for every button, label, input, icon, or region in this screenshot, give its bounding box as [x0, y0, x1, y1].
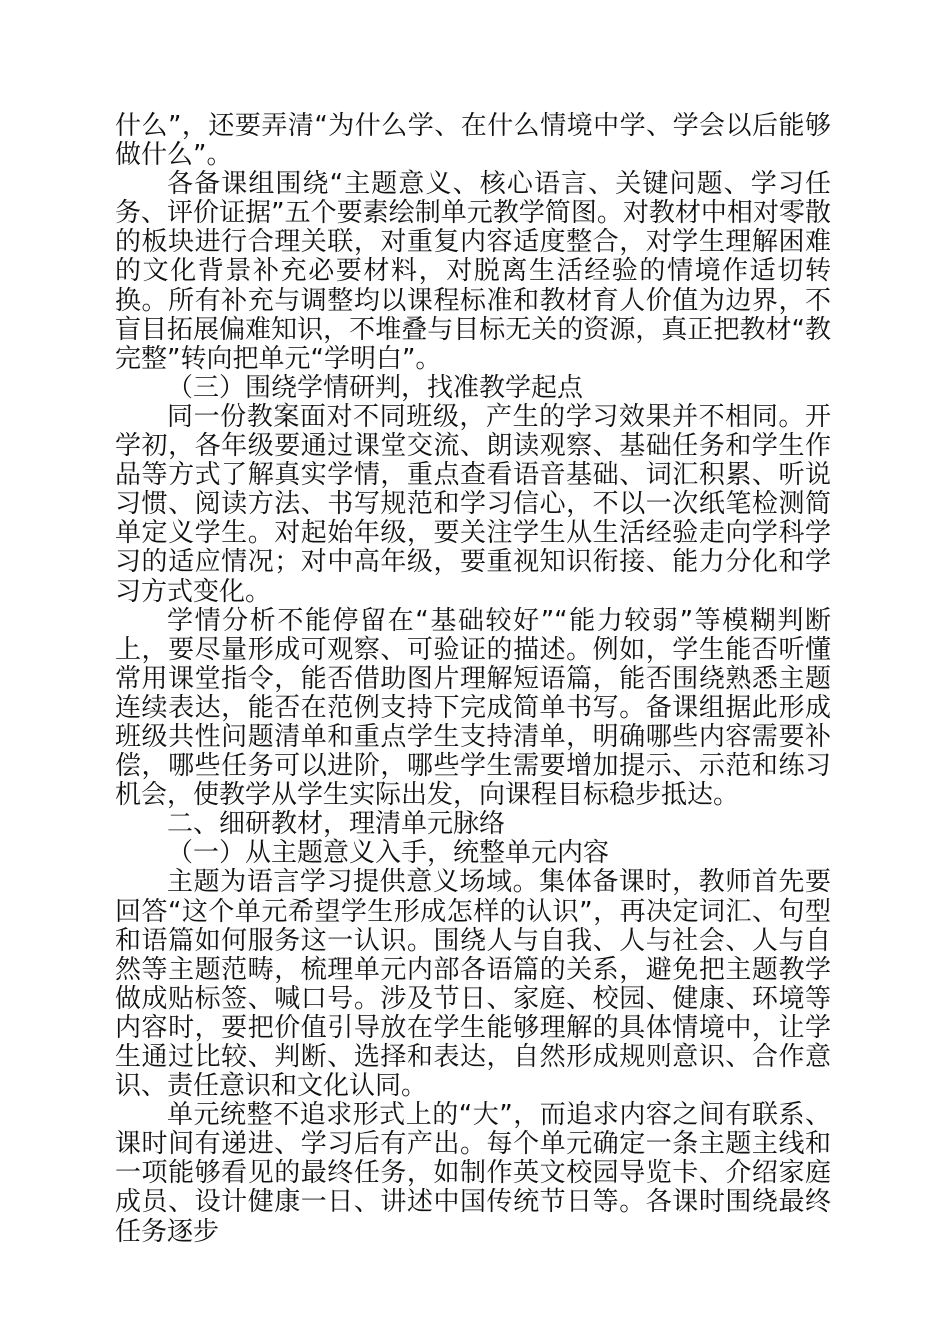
chapter-heading-2: 二、细研教材，理清单元脉络 [167, 809, 506, 840]
paragraph-8: 主题为语言学习提供意义场域。集体备课时，教师首先要回答“这个单元希望学生形成怎样的认识”，再决定词汇、句型和语篇如何服务这一认识。围绕人与自我、人与社会、人与自然等主题范畴，梳理单元内部各语篇的关系，避免把主题教学做成贴标签、喊口号。涉及节日、家庭、校园、健康、环境等内容时，要把价值引导放在学生能够理解的具体情境中，让学生通过比较、判断、选择和表达，自然形成规则意识、合作意识、责任意识和文化认同。 [115, 867, 831, 1102]
paragraph-5: 学情分析不能停留在“基础较好”“能力较弱”等模糊判断上，要尽量形成可观察、可验证的描述。例如，学生能否听懂常用课堂指令，能否借助图片理解短语篇，能否围绕熟悉主题连续表达，能否在范例支持下完成简单书写。备课组据此形成班级共性问题清单和重点学生支持清单，明确哪些内容需要补偿，哪些任务可以进阶，哪些学生需要增加提示、示范和练习机会，使教学从学生实际出发，向课程目标稳步抵达。 [115, 605, 831, 811]
paragraph-4: 同一份教案面对不同班级，产生的学习效果并不相同。开学初，各年级要通过课堂交流、朗读观察、基础任务和学生作品等方式了解真实学情，重点查看语音基础、词汇积累、听说习惯、阅读方法、书写规范和学习信心，不以一次纸笔检测简单定义学生。对起始年级，要关注学生从生活经验走向学科学习的适应情况；对中高年级，要重视知识衔接、能力分化和学习方式变化。 [115, 401, 831, 607]
paragraph-9: 单元统整不追求形式上的“大”，而追求内容之间有联系、课时间有递进、学习后有产出。每个单元确定一条主题主线和一项能够看见的最终任务，如制作英文校园导览卡、介绍家庭成员、设计健康一日、讲述中国传统节日等。各课时围绕最终任务逐步 [115, 1100, 831, 1247]
paragraph-2: 各备课组围绕“主题意义、核心语言、关键问题、学习任务、评价证据”五个要素绘制单元教学简图。对教材中相对零散的板块进行合理关联，对重复内容适度整合，对学生理解困难的文化背景补充必要材料，对脱离生活经验的情境作适切转换。所有补充与调整均以课程标准和教材育人价值为边界，不盲目拓展偏难知识，不堆叠与目标无关的资源，真正把教材“教完整”转向把单元“学明白”。 [115, 169, 831, 374]
paragraph-1: 什么”，还要弄清“为什么学、在什么情境中学、学会以后能够做什么”。 [115, 111, 831, 171]
section-heading-3: （三）围绕学情研判，找准教学起点 [167, 372, 584, 403]
section-heading-1: （一）从主题意义入手，统整单元内容 [167, 838, 610, 869]
document-page [115, 112, 831, 1247]
